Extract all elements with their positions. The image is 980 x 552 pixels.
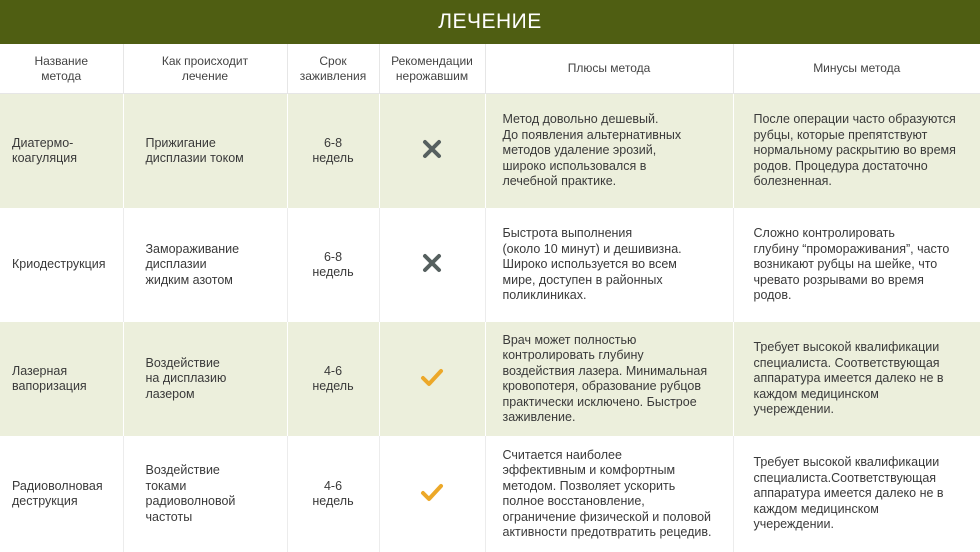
method-cons: Требует высокой квалификации специалиста. Соответствующая аппаратура имеется далеко не в каждом медицинском учереждении. (733, 322, 980, 436)
page-title: ЛЕЧЕНИЕ (438, 10, 542, 33)
method-pros: Врач может полностью контролировать глубину воздействия лазера. Минимальная кровопотеря, образование рубцов практически исключено. Быстрое заживление. (485, 322, 733, 436)
method-name: Лазерная вапоризация (0, 322, 123, 436)
healing-term: 6-8 недель (287, 208, 379, 322)
header-cons: Минусы метода (733, 44, 980, 94)
healing-term: 6-8 недель (287, 94, 379, 209)
method-pros: Считается наиболее эффективным и комфортным методом. Позволяет ускорить полное восстановление, ограничение физической и половой активности предотвратить рецедив. (485, 436, 733, 552)
recommendation-cell (379, 94, 485, 209)
check-icon (420, 365, 444, 389)
method-cons: Сложно контролировать глубину “промораживания”, часто возникают рубцы на шейке, что чревато розрывами во время родов. (733, 208, 980, 322)
table-row (0, 436, 980, 552)
header-recommendation: Рекомендации нерожавшим (379, 44, 485, 94)
healing-term: 4-6 недель (287, 436, 379, 552)
header-pros: Плюсы метода (485, 44, 733, 94)
table-row (0, 322, 980, 436)
method-how: Воздействие на дисплазию лазером (123, 322, 287, 436)
header-how: Как происходит лечение (123, 44, 287, 94)
header-row (0, 44, 980, 94)
method-pros: Быстрота выполнения (около 10 минут) и дешивизна. Широко используется во всем мире, доступен в районных поликлиниках. (485, 208, 733, 322)
header-term: Срок заживления (287, 44, 379, 94)
method-name: Криодеструкция (0, 208, 123, 322)
method-name: Диатермо- коагуляция (0, 94, 123, 209)
cross-icon (420, 251, 444, 275)
method-cons: После операции часто образуются рубцы, которые препятствуют нормальному раскрытию во время родов. Процедура достаточно болезненная. (733, 94, 980, 209)
treatment-table (0, 44, 980, 552)
cross-icon (420, 137, 444, 161)
title-banner (0, 0, 980, 44)
recommendation-cell (379, 322, 485, 436)
header-name: Название метода (0, 44, 123, 94)
method-pros: Метод довольно дешевый. До появления альтернативных методов удаление эрозий, широко использовался в лечебной практике. (485, 94, 733, 209)
method-name: Радиоволновая деструкция (0, 436, 123, 552)
healing-term: 4-6 недель (287, 322, 379, 436)
table-row (0, 208, 980, 322)
table-row (0, 94, 980, 209)
check-icon (420, 480, 444, 504)
method-how: Замораживание дисплазии жидким азотом (123, 208, 287, 322)
method-cons: Требует высокой квалификации специалиста.Соответствующая аппаратура имеется далеко не в каждом медицинском учереждении. (733, 436, 980, 552)
recommendation-cell (379, 208, 485, 322)
method-how: Прижигание дисплазии током (123, 94, 287, 209)
method-how: Воздействие токами радиоволновой частоты (123, 436, 287, 552)
recommendation-cell (379, 436, 485, 552)
